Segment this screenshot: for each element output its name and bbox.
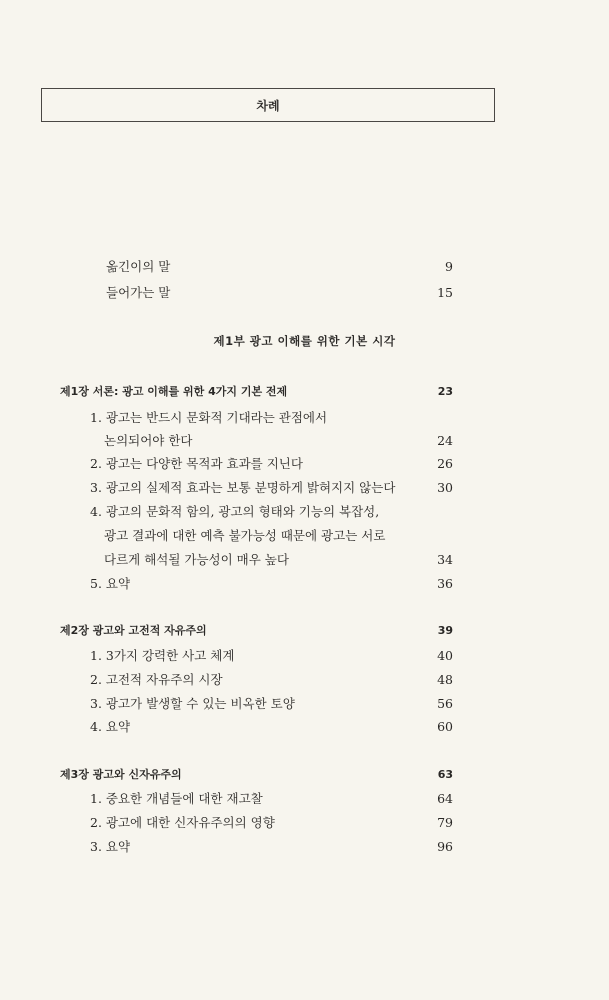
entry-page: 30 <box>437 480 453 495</box>
entry-page: 60 <box>437 719 453 734</box>
section-line: 1. 광고는 반드시 문화적 기대라는 관점에서 <box>90 410 328 425</box>
section-line: 3. 광고가 발생할 수 있는 비옥한 토양 <box>90 696 295 711</box>
chapter-title: 제2장 광고와 고전적 자유주의 <box>60 624 207 637</box>
section-line: 2. 광고에 대한 신자유주의의 영향 <box>90 815 275 830</box>
entry-page: 56 <box>437 696 453 711</box>
entry-page: 79 <box>437 815 453 830</box>
toc-entry <box>90 717 453 737</box>
toc-entry <box>106 283 453 303</box>
toc-entry <box>106 257 453 277</box>
toc-entry <box>90 789 453 809</box>
section-line: 4. 광고의 문화적 함의, 광고의 형태와 기능의 복잡성, <box>90 504 380 519</box>
section-line: 광고 결과에 대한 예측 불가능성 때문에 광고는 서로 <box>104 528 386 543</box>
entry-page: 34 <box>437 552 453 567</box>
section-line: 1. 3가지 강력한 사고 체계 <box>90 648 235 663</box>
toc-entry <box>90 813 453 833</box>
entry-title: 옮긴이의 말 <box>106 259 171 274</box>
entry-page: 15 <box>437 285 453 300</box>
toc-entry <box>104 431 453 451</box>
chapter-title: 제3장 광고와 신자유주의 <box>60 768 182 781</box>
entry-page: 96 <box>437 839 453 854</box>
chapter-page: 23 <box>437 385 453 398</box>
section-line: 다르게 해석될 가능성이 매우 높다 <box>104 552 289 567</box>
section-line: 2. 고전적 자유주의 시장 <box>90 672 223 687</box>
part-heading: 제1부 광고 이해를 위한 기본 시각 <box>213 334 396 348</box>
chapter-entry <box>60 621 453 641</box>
entry-page: 26 <box>437 456 453 471</box>
section-line: 1. 중요한 개념들에 대한 재고찰 <box>90 791 263 806</box>
toc-entry <box>90 837 453 857</box>
entry-title: 들어가는 말 <box>106 285 171 300</box>
entry-page: 9 <box>445 259 453 274</box>
chapter-entry <box>60 382 453 402</box>
section-line: 4. 요약 <box>90 719 131 734</box>
entry-page: 40 <box>437 648 453 663</box>
section-line: 3. 광고의 실제적 효과는 보통 분명하게 밝혀지지 않는다 <box>90 480 396 495</box>
toc-entry <box>90 646 453 666</box>
entry-page: 36 <box>437 576 453 591</box>
toc-entry <box>104 550 453 570</box>
section-line: 논의되어야 한다 <box>104 433 193 448</box>
section-line: 5. 요약 <box>90 576 131 591</box>
toc-heading-box <box>41 88 495 122</box>
chapter-page: 63 <box>437 768 453 781</box>
toc-entry <box>90 574 453 594</box>
entry-page: 48 <box>437 672 453 687</box>
chapter-entry <box>60 765 453 785</box>
entry-page: 64 <box>437 791 453 806</box>
chapter-page: 39 <box>437 624 453 637</box>
toc-entry <box>90 670 453 690</box>
entry-page: 24 <box>437 433 453 448</box>
chapter-title: 제1장 서론: 광고 이해를 위한 4가지 기본 전제 <box>60 385 288 398</box>
section-line: 3. 요약 <box>90 839 131 854</box>
toc-entry <box>90 454 453 474</box>
toc-heading: 차례 <box>256 98 280 113</box>
section-line: 2. 광고는 다양한 목적과 효과를 지닌다 <box>90 456 303 471</box>
toc-entry <box>90 478 453 498</box>
toc-entry <box>90 694 453 714</box>
